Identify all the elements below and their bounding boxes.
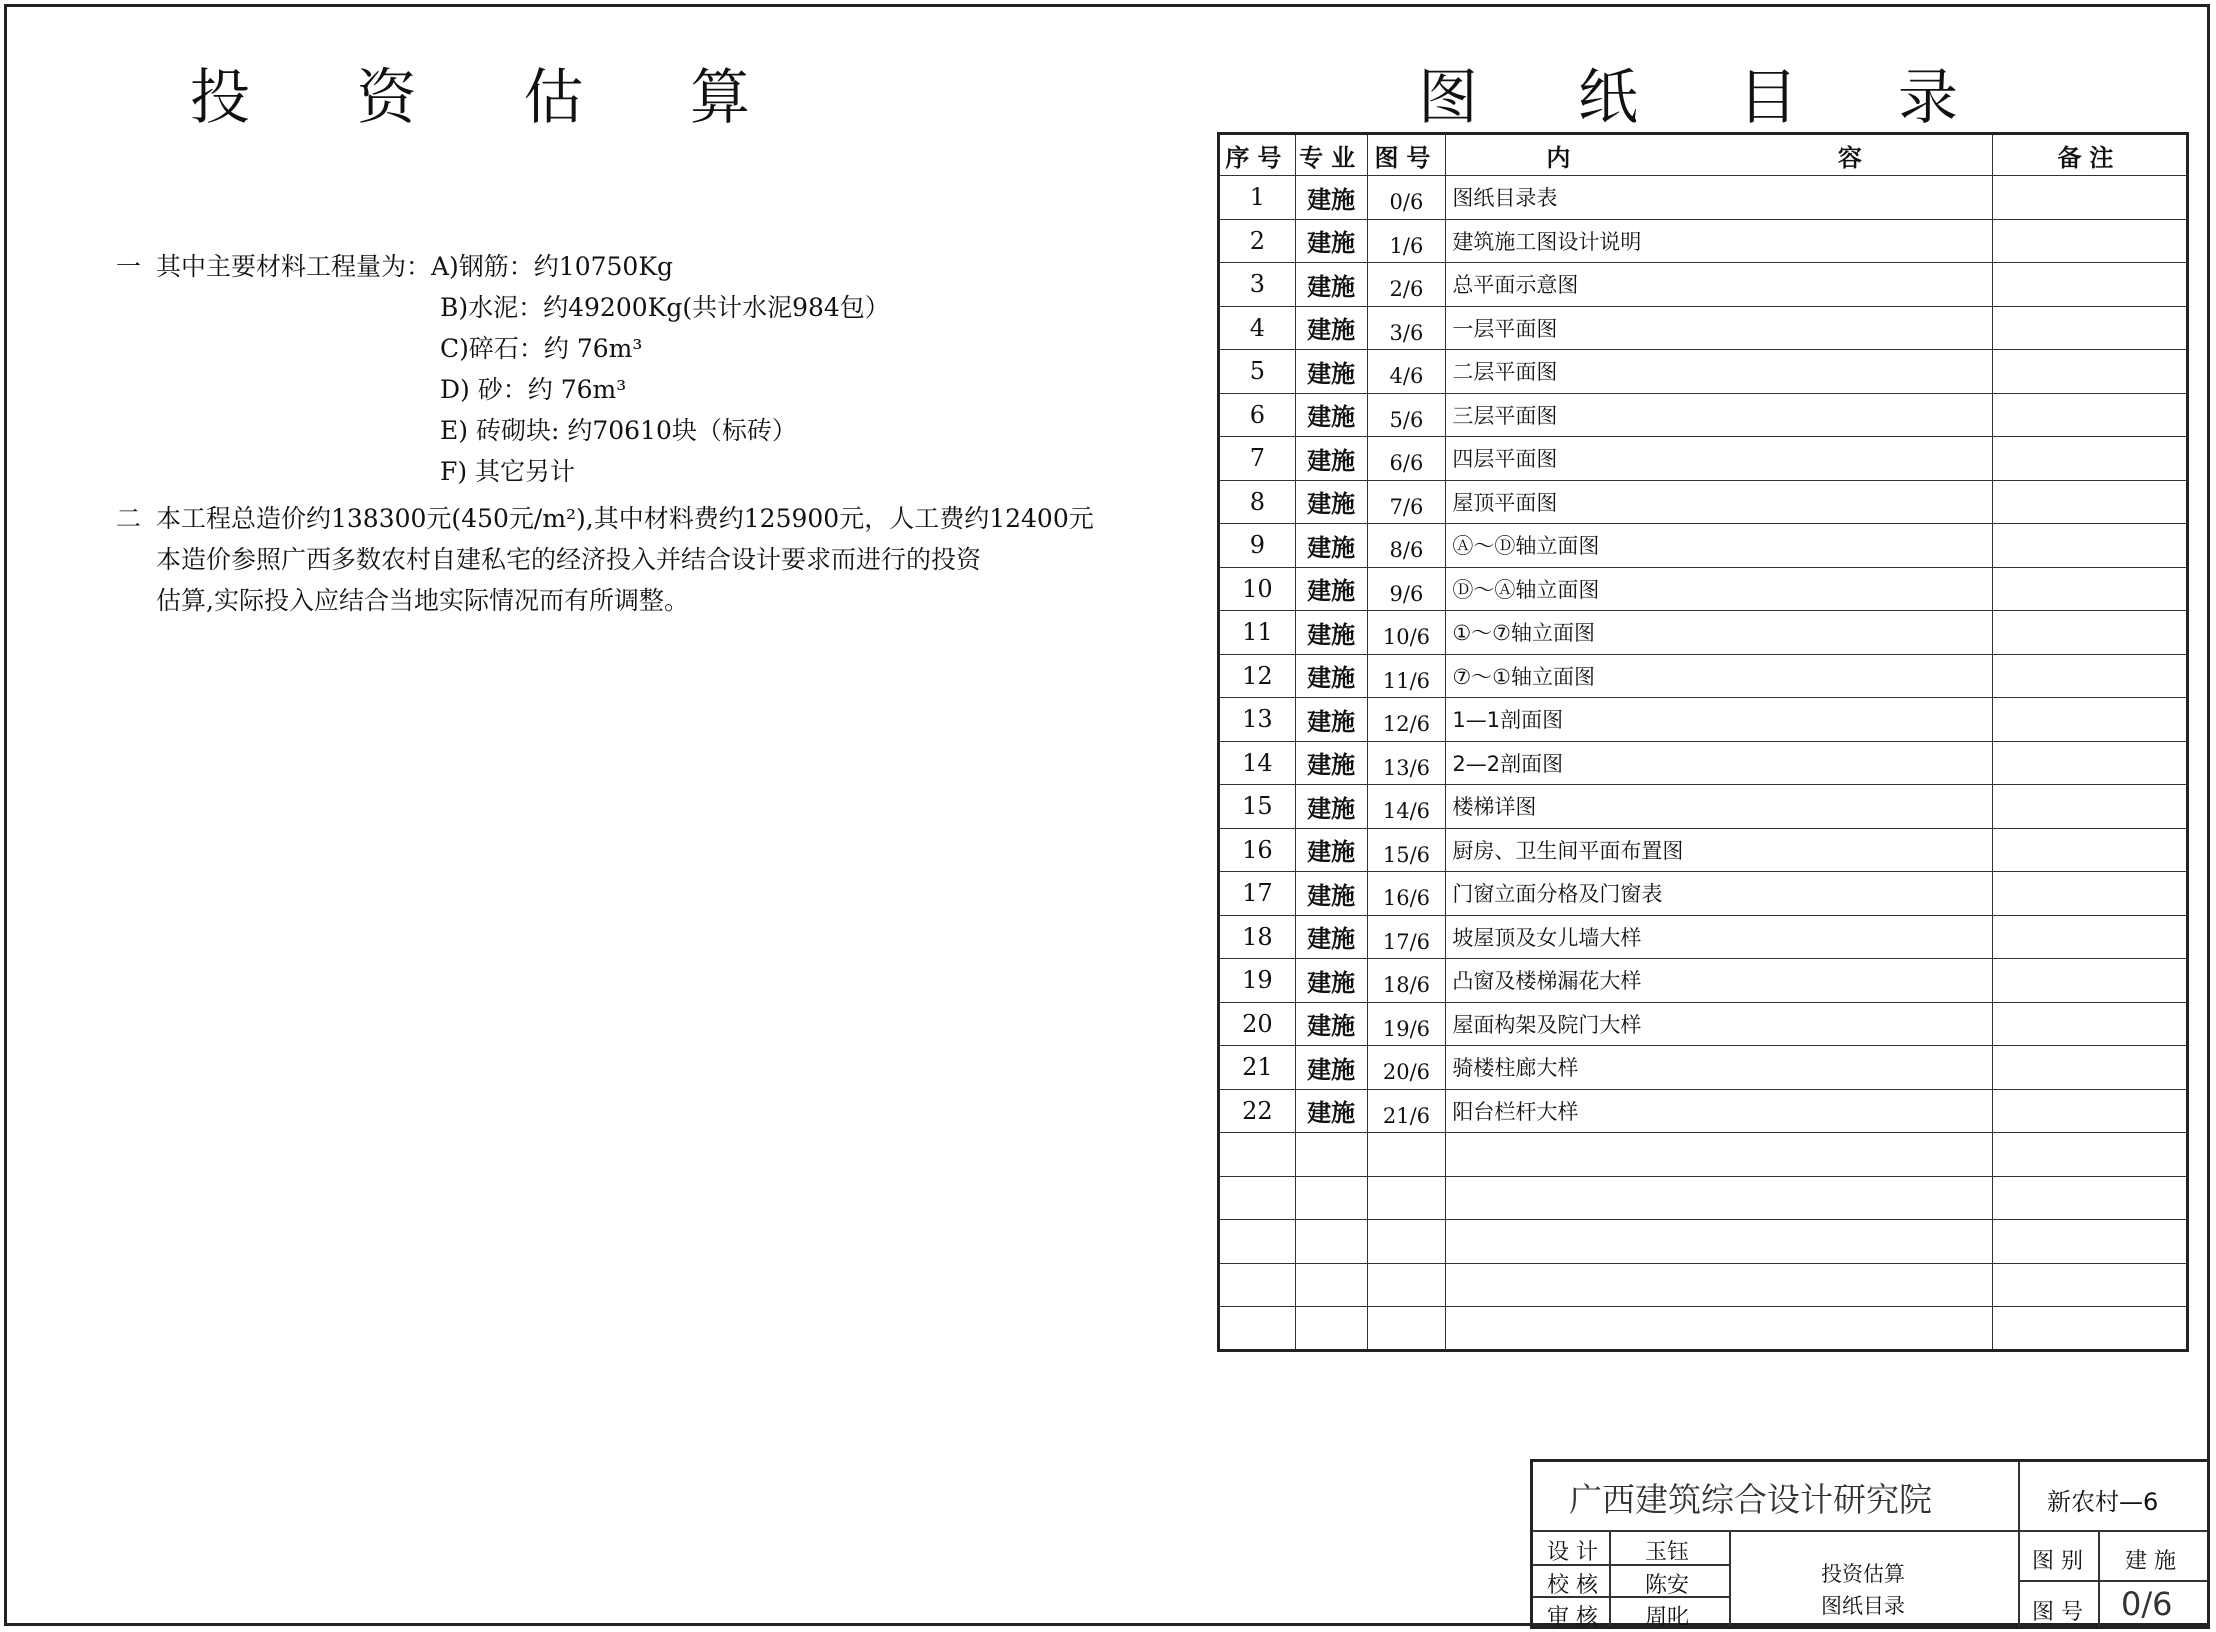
row-content: 1—1剖面图 bbox=[1446, 698, 1993, 742]
row-discipline: 建施 bbox=[1295, 480, 1367, 524]
divider bbox=[1609, 1530, 1611, 1626]
row-discipline: 建施 bbox=[1295, 567, 1367, 611]
number-value: 0/6 bbox=[2121, 1585, 2173, 1623]
empty-table-row bbox=[1219, 1263, 2188, 1307]
row-content: 三层平面图 bbox=[1446, 393, 1993, 437]
empty-cell bbox=[1219, 1307, 1296, 1351]
header-content bbox=[1446, 134, 1993, 176]
row-drawing-number: 7/6 bbox=[1367, 480, 1446, 524]
title-char: 估 bbox=[523, 63, 584, 133]
row-discipline: 建施 bbox=[1295, 1089, 1367, 1133]
row-content: 建筑施工图设计说明 bbox=[1446, 219, 1993, 263]
header-remarks: 备注 bbox=[1992, 134, 2187, 176]
empty-table-row bbox=[1219, 1220, 2188, 1264]
title-char: 录 bbox=[1898, 63, 1958, 133]
row-drawing-number: 0/6 bbox=[1367, 176, 1446, 220]
row-remarks bbox=[1992, 698, 2187, 742]
table-row bbox=[1219, 698, 2188, 742]
row-discipline: 建施 bbox=[1295, 306, 1367, 350]
row-serial: 20 bbox=[1219, 1002, 1296, 1046]
divider bbox=[2098, 1530, 2100, 1626]
row-discipline: 建施 bbox=[1295, 393, 1367, 437]
row-serial: 11 bbox=[1219, 611, 1296, 655]
institute-name: 广西建筑综合设计研究院 bbox=[1569, 1480, 1932, 1519]
review-label: 审 核 bbox=[1547, 1605, 1598, 1630]
empty-cell bbox=[1367, 1176, 1446, 1220]
divider bbox=[2018, 1462, 2020, 1626]
row-serial: 13 bbox=[1219, 698, 1296, 742]
row-remarks bbox=[1992, 219, 2187, 263]
title-char: 图 bbox=[1418, 63, 1478, 133]
project-name: 新农村—6 bbox=[2047, 1488, 2159, 1516]
row-remarks bbox=[1992, 741, 2187, 785]
row-content: Ⓓ～Ⓐ轴立面图 bbox=[1446, 567, 1993, 611]
empty-table-row bbox=[1219, 1176, 2188, 1220]
cost-note: 估算,实际投入应结合当地实际情况而有所调整。 bbox=[156, 586, 689, 615]
empty-cell bbox=[1992, 1176, 2187, 1220]
empty-cell bbox=[1219, 1133, 1296, 1177]
row-drawing-number: 19/6 bbox=[1367, 1002, 1446, 1046]
row-drawing-number: 9/6 bbox=[1367, 567, 1446, 611]
row-remarks bbox=[1992, 959, 2187, 1003]
row-serial: 14 bbox=[1219, 741, 1296, 785]
table-row bbox=[1219, 350, 2188, 394]
empty-cell bbox=[1219, 1220, 1296, 1264]
table-row bbox=[1219, 176, 2188, 220]
table-header-row bbox=[1219, 134, 2188, 176]
table-row bbox=[1219, 1089, 2188, 1133]
row-content: 厨房、卫生间平面布置图 bbox=[1446, 828, 1993, 872]
empty-cell bbox=[1367, 1220, 1446, 1264]
row-serial: 5 bbox=[1219, 350, 1296, 394]
row-discipline: 建施 bbox=[1295, 263, 1367, 307]
empty-cell bbox=[1219, 1176, 1296, 1220]
table-row bbox=[1219, 915, 2188, 959]
row-drawing-number: 14/6 bbox=[1367, 785, 1446, 829]
empty-cell bbox=[1446, 1176, 1993, 1220]
row-content: Ⓐ～Ⓓ轴立面图 bbox=[1446, 524, 1993, 568]
row-drawing-number: 17/6 bbox=[1367, 915, 1446, 959]
header-discipline: 专业 bbox=[1295, 134, 1367, 176]
header-content-part: 内 bbox=[1546, 143, 1571, 172]
row-discipline: 建施 bbox=[1295, 350, 1367, 394]
empty-cell bbox=[1295, 1220, 1367, 1264]
empty-cell bbox=[1295, 1176, 1367, 1220]
drawing-catalog-table bbox=[1217, 132, 2189, 1352]
row-drawing-number: 12/6 bbox=[1367, 698, 1446, 742]
empty-cell bbox=[1219, 1263, 1296, 1307]
row-remarks bbox=[1992, 872, 2187, 916]
row-content: 二层平面图 bbox=[1446, 350, 1993, 394]
row-serial: 17 bbox=[1219, 872, 1296, 916]
row-serial: 21 bbox=[1219, 1046, 1296, 1090]
category-label: 图 别 bbox=[2032, 1549, 2083, 1574]
row-discipline: 建施 bbox=[1295, 1046, 1367, 1090]
row-serial: 7 bbox=[1219, 437, 1296, 481]
row-discipline: 建施 bbox=[1295, 654, 1367, 698]
title-char: 投 bbox=[190, 63, 250, 133]
design-label: 设 计 bbox=[1547, 1540, 1598, 1565]
row-discipline: 建施 bbox=[1295, 872, 1367, 916]
empty-cell bbox=[1992, 1307, 2187, 1351]
row-remarks bbox=[1992, 785, 2187, 829]
table-row bbox=[1219, 872, 2188, 916]
table-row bbox=[1219, 567, 2188, 611]
total-cost: 本工程总造价约138300元(450元/m²),其中材料费约125900元，人工费约12400元 bbox=[156, 504, 1094, 533]
row-serial: 15 bbox=[1219, 785, 1296, 829]
row-content: 一层平面图 bbox=[1446, 306, 1993, 350]
row-discipline: 建施 bbox=[1295, 915, 1367, 959]
table-row bbox=[1219, 219, 2188, 263]
table-row bbox=[1219, 741, 2188, 785]
row-drawing-number: 21/6 bbox=[1367, 1089, 1446, 1133]
section-number: 二 bbox=[116, 504, 142, 533]
drawing-catalog-title bbox=[1418, 50, 1958, 136]
table-row bbox=[1219, 828, 2188, 872]
empty-cell bbox=[1295, 1263, 1367, 1307]
empty-table-row bbox=[1219, 1307, 2188, 1351]
row-remarks bbox=[1992, 654, 2187, 698]
row-remarks bbox=[1992, 176, 2187, 220]
drawing-title-line: 投资估算 bbox=[1821, 1562, 1905, 1586]
row-serial: 9 bbox=[1219, 524, 1296, 568]
empty-cell bbox=[1295, 1307, 1367, 1351]
row-drawing-number: 16/6 bbox=[1367, 872, 1446, 916]
empty-table-row bbox=[1219, 1133, 2188, 1177]
row-drawing-number: 3/6 bbox=[1367, 306, 1446, 350]
row-content: 屋顶平面图 bbox=[1446, 480, 1993, 524]
table-row bbox=[1219, 1002, 2188, 1046]
row-content: 凸窗及楼梯漏花大样 bbox=[1446, 959, 1993, 1003]
empty-cell bbox=[1367, 1263, 1446, 1307]
empty-cell bbox=[1367, 1307, 1446, 1351]
row-serial: 6 bbox=[1219, 393, 1296, 437]
row-drawing-number: 20/6 bbox=[1367, 1046, 1446, 1090]
row-discipline: 建施 bbox=[1295, 437, 1367, 481]
row-discipline: 建施 bbox=[1295, 959, 1367, 1003]
category-value: 建 施 bbox=[2125, 1549, 2176, 1574]
title-char: 资 bbox=[356, 63, 417, 133]
row-remarks bbox=[1992, 1046, 2187, 1090]
material-brick: E) 砖砌块: 约70610块（标砖） bbox=[440, 416, 797, 445]
header-drawing-number: 图号 bbox=[1367, 134, 1446, 176]
empty-cell bbox=[1446, 1307, 1993, 1351]
row-remarks bbox=[1992, 480, 2187, 524]
title-char: 算 bbox=[689, 63, 750, 133]
row-drawing-number: 2/6 bbox=[1367, 263, 1446, 307]
row-drawing-number: 6/6 bbox=[1367, 437, 1446, 481]
table-row bbox=[1219, 480, 2188, 524]
row-drawing-number: 15/6 bbox=[1367, 828, 1446, 872]
row-remarks bbox=[1992, 393, 2187, 437]
row-content: 楼梯详图 bbox=[1446, 785, 1993, 829]
row-serial: 2 bbox=[1219, 219, 1296, 263]
row-serial: 18 bbox=[1219, 915, 1296, 959]
material-sand: D) 砂：约 76m³ bbox=[440, 375, 627, 404]
row-remarks bbox=[1992, 437, 2187, 481]
row-serial: 4 bbox=[1219, 306, 1296, 350]
empty-cell bbox=[1446, 1133, 1993, 1177]
row-drawing-number: 10/6 bbox=[1367, 611, 1446, 655]
design-name: 玉钰 bbox=[1645, 1540, 1690, 1565]
row-drawing-number: 11/6 bbox=[1367, 654, 1446, 698]
row-discipline: 建施 bbox=[1295, 828, 1367, 872]
row-content: 四层平面图 bbox=[1446, 437, 1993, 481]
row-content: 总平面示意图 bbox=[1446, 263, 1993, 307]
title-block bbox=[1530, 1459, 2210, 1629]
row-content: 门窗立面分格及门窗表 bbox=[1446, 872, 1993, 916]
row-drawing-number: 4/6 bbox=[1367, 350, 1446, 394]
table-row bbox=[1219, 959, 2188, 1003]
row-content: 骑楼柱廊大样 bbox=[1446, 1046, 1993, 1090]
row-drawing-number: 13/6 bbox=[1367, 741, 1446, 785]
title-char: 目 bbox=[1738, 63, 1798, 133]
row-discipline: 建施 bbox=[1295, 176, 1367, 220]
table-row bbox=[1219, 306, 2188, 350]
row-discipline: 建施 bbox=[1295, 698, 1367, 742]
row-remarks bbox=[1992, 1089, 2187, 1133]
cost-note: 本造价参照广西多数农村自建私宅的经济投入并结合设计要求而进行的投资 bbox=[156, 545, 982, 574]
header-serial: 序号 bbox=[1219, 134, 1296, 176]
empty-cell bbox=[1446, 1263, 1993, 1307]
row-discipline: 建施 bbox=[1295, 524, 1367, 568]
row-discipline: 建施 bbox=[1295, 741, 1367, 785]
row-serial: 1 bbox=[1219, 176, 1296, 220]
row-remarks bbox=[1992, 611, 2187, 655]
table-row bbox=[1219, 263, 2188, 307]
row-serial: 3 bbox=[1219, 263, 1296, 307]
row-content: 屋面构架及院门大样 bbox=[1446, 1002, 1993, 1046]
title-char: 纸 bbox=[1578, 63, 1638, 133]
row-remarks bbox=[1992, 1002, 2187, 1046]
row-content: ①～⑦轴立面图 bbox=[1446, 611, 1993, 655]
material-cement: B)水泥：约49200Kg(共计水泥984包） bbox=[440, 293, 890, 322]
empty-cell bbox=[1295, 1133, 1367, 1177]
row-drawing-number: 18/6 bbox=[1367, 959, 1446, 1003]
row-discipline: 建施 bbox=[1295, 1002, 1367, 1046]
empty-cell bbox=[1992, 1263, 2187, 1307]
row-serial: 8 bbox=[1219, 480, 1296, 524]
row-remarks bbox=[1992, 263, 2187, 307]
number-label: 图 号 bbox=[2032, 1600, 2083, 1625]
table-row bbox=[1219, 437, 2188, 481]
drawing-title-line: 图纸目录 bbox=[1821, 1594, 1905, 1618]
row-drawing-number: 8/6 bbox=[1367, 524, 1446, 568]
row-remarks bbox=[1992, 915, 2187, 959]
row-serial: 10 bbox=[1219, 567, 1296, 611]
table-row bbox=[1219, 393, 2188, 437]
row-discipline: 建施 bbox=[1295, 219, 1367, 263]
material-quantity-intro: 其中主要材料工程量为：A)钢筋：约10750Kg bbox=[156, 252, 674, 281]
divider bbox=[1729, 1530, 1731, 1626]
catalog-body bbox=[1219, 176, 2188, 1351]
material-other: F) 其它另计 bbox=[440, 457, 576, 486]
row-remarks bbox=[1992, 306, 2187, 350]
row-remarks bbox=[1992, 567, 2187, 611]
row-serial: 19 bbox=[1219, 959, 1296, 1003]
row-content: 阳台栏杆大样 bbox=[1446, 1089, 1993, 1133]
empty-cell bbox=[1992, 1220, 2187, 1264]
material-gravel: C)碎石：约 76m³ bbox=[440, 334, 643, 363]
row-remarks bbox=[1992, 524, 2187, 568]
row-serial: 12 bbox=[1219, 654, 1296, 698]
row-discipline: 建施 bbox=[1295, 611, 1367, 655]
investment-estimate-title bbox=[190, 50, 750, 136]
empty-cell bbox=[1367, 1133, 1446, 1177]
section-number: 一 bbox=[116, 252, 142, 281]
row-drawing-number: 5/6 bbox=[1367, 393, 1446, 437]
table-row bbox=[1219, 785, 2188, 829]
row-drawing-number: 1/6 bbox=[1367, 219, 1446, 263]
divider bbox=[2018, 1580, 2207, 1582]
table-row bbox=[1219, 1046, 2188, 1090]
row-remarks bbox=[1992, 350, 2187, 394]
table-row bbox=[1219, 611, 2188, 655]
row-content: 图纸目录表 bbox=[1446, 176, 1993, 220]
empty-cell bbox=[1992, 1133, 2187, 1177]
divider bbox=[1533, 1530, 2207, 1532]
row-content: 2—2剖面图 bbox=[1446, 741, 1993, 785]
empty-cell bbox=[1446, 1220, 1993, 1264]
table-row bbox=[1219, 524, 2188, 568]
row-serial: 16 bbox=[1219, 828, 1296, 872]
check-name: 陈安 bbox=[1645, 1573, 1690, 1598]
row-serial: 22 bbox=[1219, 1089, 1296, 1133]
table-row bbox=[1219, 654, 2188, 698]
row-content: 坡屋顶及女儿墙大样 bbox=[1446, 915, 1993, 959]
row-remarks bbox=[1992, 828, 2187, 872]
header-content-part: 容 bbox=[1837, 143, 1862, 172]
row-discipline: 建施 bbox=[1295, 785, 1367, 829]
check-label: 校 核 bbox=[1547, 1573, 1598, 1598]
review-name: 周叱 bbox=[1645, 1605, 1690, 1630]
row-content: ⑦～①轴立面图 bbox=[1446, 654, 1993, 698]
